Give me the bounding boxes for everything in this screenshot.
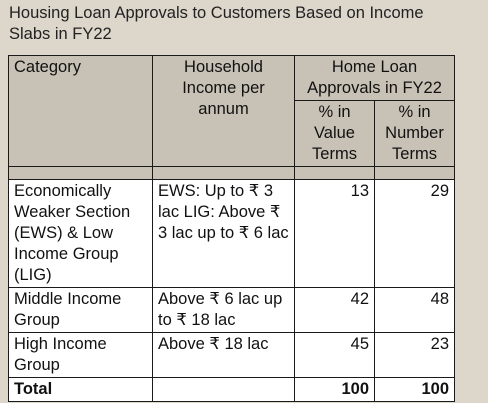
table-row	[9, 288, 455, 333]
row-income: EWS: Up to ₹ 3 lac LIG: Above ₹ 3 lac up to ₹ 6 lac	[153, 180, 295, 288]
header-approvals: Home Loan Approvals in FY22	[295, 56, 455, 101]
row-income: Above ₹ 6 lac up to ₹ 18 lac	[153, 288, 295, 333]
income-slab-table	[8, 55, 455, 402]
table-row	[9, 180, 455, 288]
header-category: Category	[9, 56, 153, 167]
row-income: Above ₹ 18 lac	[153, 333, 295, 378]
spacer-row	[9, 167, 455, 180]
table-title: Housing Loan Approvals to Customers Based on Income Slabs in FY22	[9, 4, 424, 43]
row-value: 13	[295, 180, 375, 288]
row-category: Economically Weaker Section (EWS) & Low Income Group (LIG)	[9, 180, 153, 288]
total-row	[9, 378, 455, 402]
row-number: 48	[375, 288, 455, 333]
row-category: High Income Group	[9, 333, 153, 378]
total-number: 100	[375, 378, 455, 402]
header-row	[9, 56, 455, 101]
header-number-terms: % in Number Terms	[375, 101, 455, 167]
header-value-terms: % in Value Terms	[295, 101, 375, 167]
header-income: Household Income per annum	[153, 56, 295, 167]
row-number: 29	[375, 180, 455, 288]
total-value: 100	[295, 378, 375, 402]
row-value: 45	[295, 333, 375, 378]
total-label: Total	[9, 378, 153, 402]
row-category: Middle Income Group	[9, 288, 153, 333]
row-number: 23	[375, 333, 455, 378]
table-row	[9, 333, 455, 378]
row-value: 42	[295, 288, 375, 333]
